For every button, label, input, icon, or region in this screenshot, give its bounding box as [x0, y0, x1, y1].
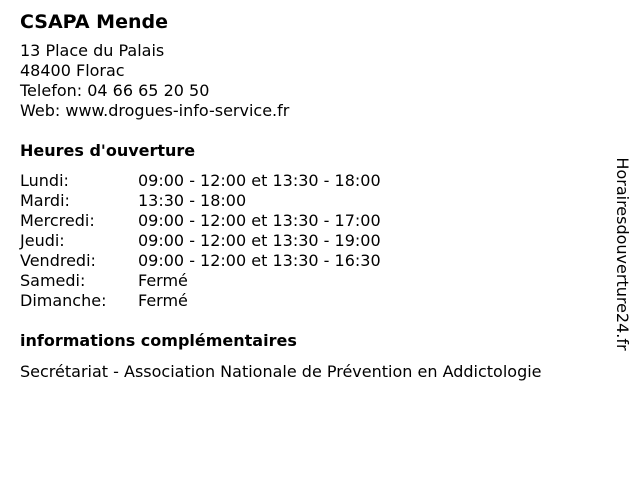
hours-row-wednesday [20, 211, 600, 231]
day-label: Samedi: [20, 271, 86, 290]
website-text: Web: www.drogues-info-service.fr [20, 101, 290, 120]
day-label: Mercredi: [20, 211, 95, 230]
hours-row-sunday [20, 291, 600, 311]
day-label: Dimanche: [20, 291, 107, 310]
opening-hours-heading: Heures d'ouverture [20, 141, 196, 160]
hours-row-thursday [20, 231, 600, 251]
hours-row-monday [20, 171, 600, 191]
additional-info-heading: informations complémentaires [20, 331, 297, 350]
day-label: Lundi: [20, 171, 69, 190]
address-city: 48400 Florac [20, 61, 125, 80]
time-range: 13:30 - 18:00 [138, 191, 247, 210]
time-range: 09:00 - 12:00 et 13:30 - 16:30 [138, 251, 381, 270]
opening-hours-list [20, 171, 600, 311]
additional-info-text: Secrétariat - Association Nationale de Prévention en Addictologie [20, 362, 542, 381]
address-street: 13 Place du Palais [20, 41, 165, 60]
site-watermark: Horairesdouverture24.fr [613, 157, 632, 351]
day-label: Vendredi: [20, 251, 96, 270]
hours-row-saturday [20, 271, 600, 291]
time-range: 09:00 - 12:00 et 13:30 - 18:00 [138, 171, 381, 190]
listing-card [20, 10, 600, 382]
phone-text: Telefon: 04 66 65 20 50 [20, 81, 210, 100]
time-range: Fermé [138, 291, 188, 310]
place-title: CSAPA Mende [20, 11, 168, 33]
day-label: Mardi: [20, 191, 70, 210]
time-range: 09:00 - 12:00 et 13:30 - 19:00 [138, 231, 381, 250]
day-label: Jeudi: [20, 231, 65, 250]
time-range: 09:00 - 12:00 et 13:30 - 17:00 [138, 211, 381, 230]
time-range: Fermé [138, 271, 188, 290]
hours-row-friday [20, 251, 600, 271]
hours-row-tuesday [20, 191, 600, 211]
